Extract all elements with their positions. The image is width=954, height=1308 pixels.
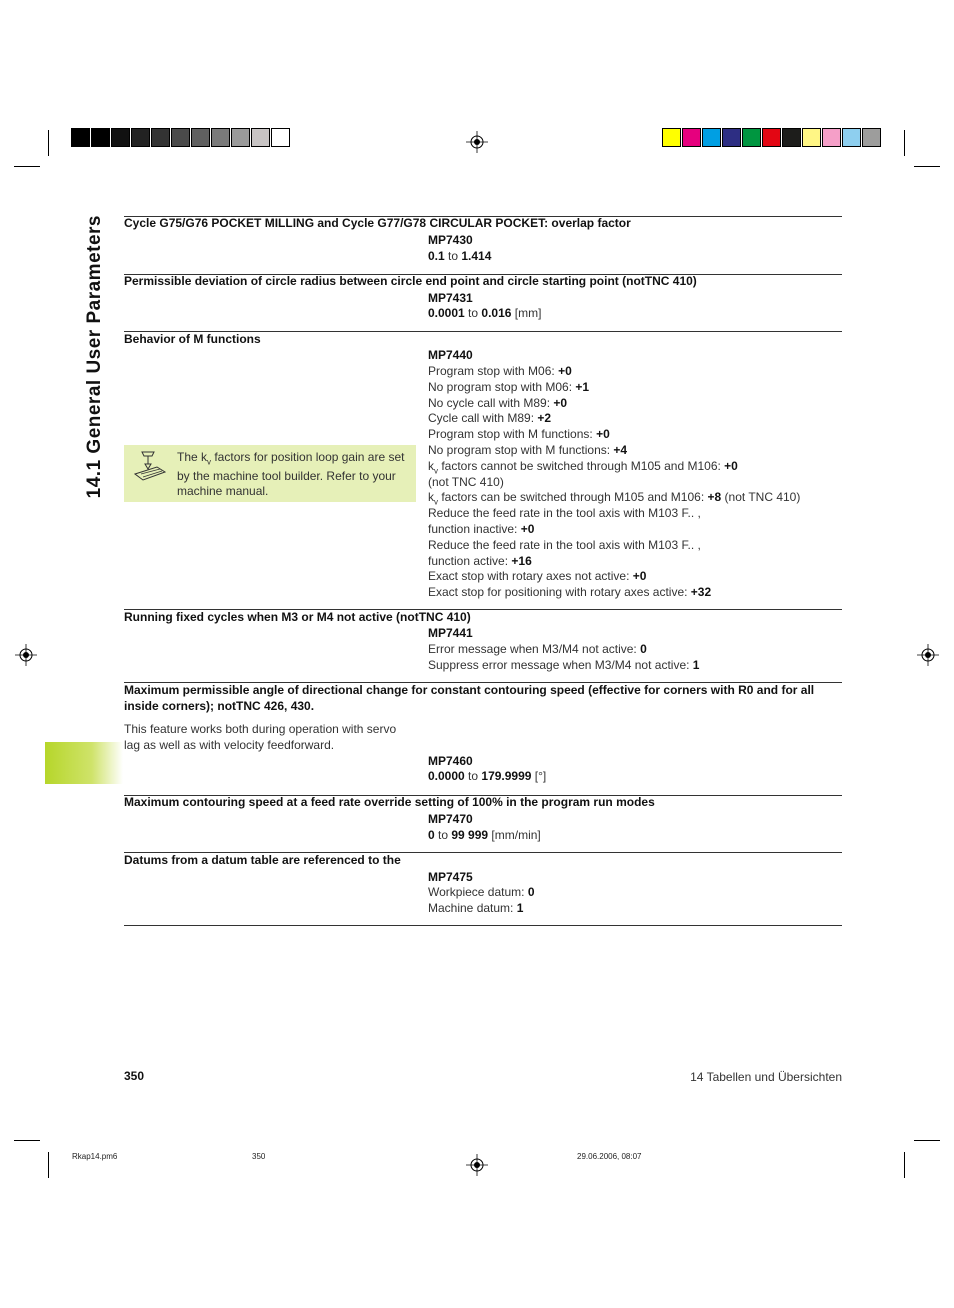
machine-parameter-id: MP7460 xyxy=(428,754,473,768)
crop-mark xyxy=(904,1152,905,1178)
color-swatch xyxy=(842,128,861,147)
machine-parameter-id: MP7430 xyxy=(428,233,473,247)
value-line: Cycle call with M89: +2 xyxy=(428,411,552,426)
color-swatch xyxy=(782,128,801,147)
value-line: function active: +16 xyxy=(428,553,532,568)
section-heading: Behavior of M functions xyxy=(124,332,261,346)
value-range: 0.0000 to 179.9999 [°] xyxy=(428,769,547,783)
slug-filename: Rkap14.pm6 xyxy=(72,1152,118,1161)
machine-parameter-id: MP7475 xyxy=(428,870,473,884)
value-range: 0.0001 to 0.016 [mm] xyxy=(428,306,542,320)
machine-parameter-id: MP7440 xyxy=(428,348,473,362)
machine-parameter-id: MP7470 xyxy=(428,812,473,826)
value-line: Exact stop with rotary axes not active: +0 xyxy=(428,569,647,584)
value-line: Machine datum: 1 xyxy=(428,901,524,915)
section-rule xyxy=(124,925,842,926)
color-swatch xyxy=(742,128,761,147)
color-swatch xyxy=(171,128,190,147)
color-swatch xyxy=(71,128,90,147)
note-text: The $k_v$ factors for position loop gain are set by the machine tool builder. Refer to your machine manual. xyxy=(177,450,405,499)
color-swatch xyxy=(131,128,150,147)
crop-mark xyxy=(904,130,905,156)
value-line: Error message when M3/M4 not active: 0 xyxy=(428,642,647,656)
machine-tool-icon xyxy=(133,450,167,484)
slug-page: 350 xyxy=(252,1152,266,1161)
crop-mark xyxy=(14,1140,40,1141)
chapter-tab-marker xyxy=(45,742,123,784)
value-range: 0 to 99 999 [mm/min] xyxy=(428,828,541,842)
value-line: Suppress error message when M3/M4 not active: 1 xyxy=(428,658,700,672)
value-line: Program stop with M06: +0 xyxy=(428,364,572,378)
color-swatch xyxy=(822,128,841,147)
machine-parameter-id: MP7441 xyxy=(428,626,473,640)
color-swatch xyxy=(702,128,721,147)
value-line: $k_v$ factors can be switched through M105 and M106: +8 (not TNC 410) xyxy=(428,490,801,507)
registration-mark-icon xyxy=(917,644,939,666)
section-heading: Maximum permissible angle of directional change for constant contouring speed (effective for corners with R0 and for all inside corners); notTNC 426, 430. xyxy=(124,683,815,713)
side-chapter-title: 14.1 General User Parameters xyxy=(84,215,105,499)
page-number: 350 xyxy=(124,1069,145,1083)
color-swatch xyxy=(111,128,130,147)
color-swatch xyxy=(271,128,290,147)
color-swatch xyxy=(722,128,741,147)
crop-mark xyxy=(914,1140,940,1141)
color-swatch xyxy=(251,128,270,147)
color-swatch xyxy=(211,128,230,147)
color-swatch xyxy=(191,128,210,147)
section-description: This feature works both during operation with servo lag as well as with velocity feedforward. xyxy=(124,722,397,752)
registration-mark-icon xyxy=(15,644,37,666)
crop-mark xyxy=(14,166,40,167)
value-line: Reduce the feed rate in the tool axis with M103 F.. , xyxy=(428,537,701,552)
machine-parameter-id: MP7431 xyxy=(428,291,473,305)
value-line: Reduce the feed rate in the tool axis with M103 F.. , xyxy=(428,506,701,521)
color-swatch xyxy=(231,128,250,147)
chapter-footer: 14 Tabellen und Übersichten xyxy=(690,1070,842,1084)
crop-mark xyxy=(48,1152,49,1178)
color-swatch xyxy=(802,128,821,147)
value-line: (not TNC 410) xyxy=(428,474,504,489)
color-swatch xyxy=(91,128,110,147)
section-heading: Permissible deviation of circle radius between circle end point and circle starting point (notTNC 410) xyxy=(124,274,697,288)
color-swatch xyxy=(151,128,170,147)
section-heading: Running fixed cycles when M3 or M4 not active (notTNC 410) xyxy=(124,610,471,624)
color-swatch xyxy=(682,128,701,147)
value-line: Workpiece datum: 0 xyxy=(428,885,535,899)
value-line: Program stop with M functions: +0 xyxy=(428,427,610,442)
value-line: function inactive: +0 xyxy=(428,522,535,536)
crop-mark xyxy=(48,130,49,156)
color-swatch xyxy=(862,128,881,147)
section-heading: Maximum contouring speed at a feed rate override setting of 100% in the program run modes xyxy=(124,795,655,809)
value-line: No program stop with M functions: +4 xyxy=(428,443,628,457)
crop-mark xyxy=(914,166,940,167)
slug-date: 29.06.2006, 08:07 xyxy=(577,1152,642,1161)
value-line: Exact stop for positioning with rotary axes active: +32 xyxy=(428,585,712,600)
section-heading: Cycle G75/G76 POCKET MILLING and Cycle G77/G78 CIRCULAR POCKET: overlap factor xyxy=(124,216,631,230)
color-swatch xyxy=(762,128,781,147)
value-range: 0.1 to 1.414 xyxy=(428,249,492,263)
color-swatch xyxy=(662,128,681,147)
value-line: $k_v$ factors cannot be switched through M105 and M106: +0 xyxy=(428,458,738,476)
value-line: No cycle call with M89: +0 xyxy=(428,395,568,410)
registration-mark-icon xyxy=(466,131,488,153)
registration-mark-icon xyxy=(466,1154,488,1176)
value-line: No program stop with M06: +1 xyxy=(428,379,590,394)
section-heading: Datums from a datum table are referenced to the xyxy=(124,853,401,867)
